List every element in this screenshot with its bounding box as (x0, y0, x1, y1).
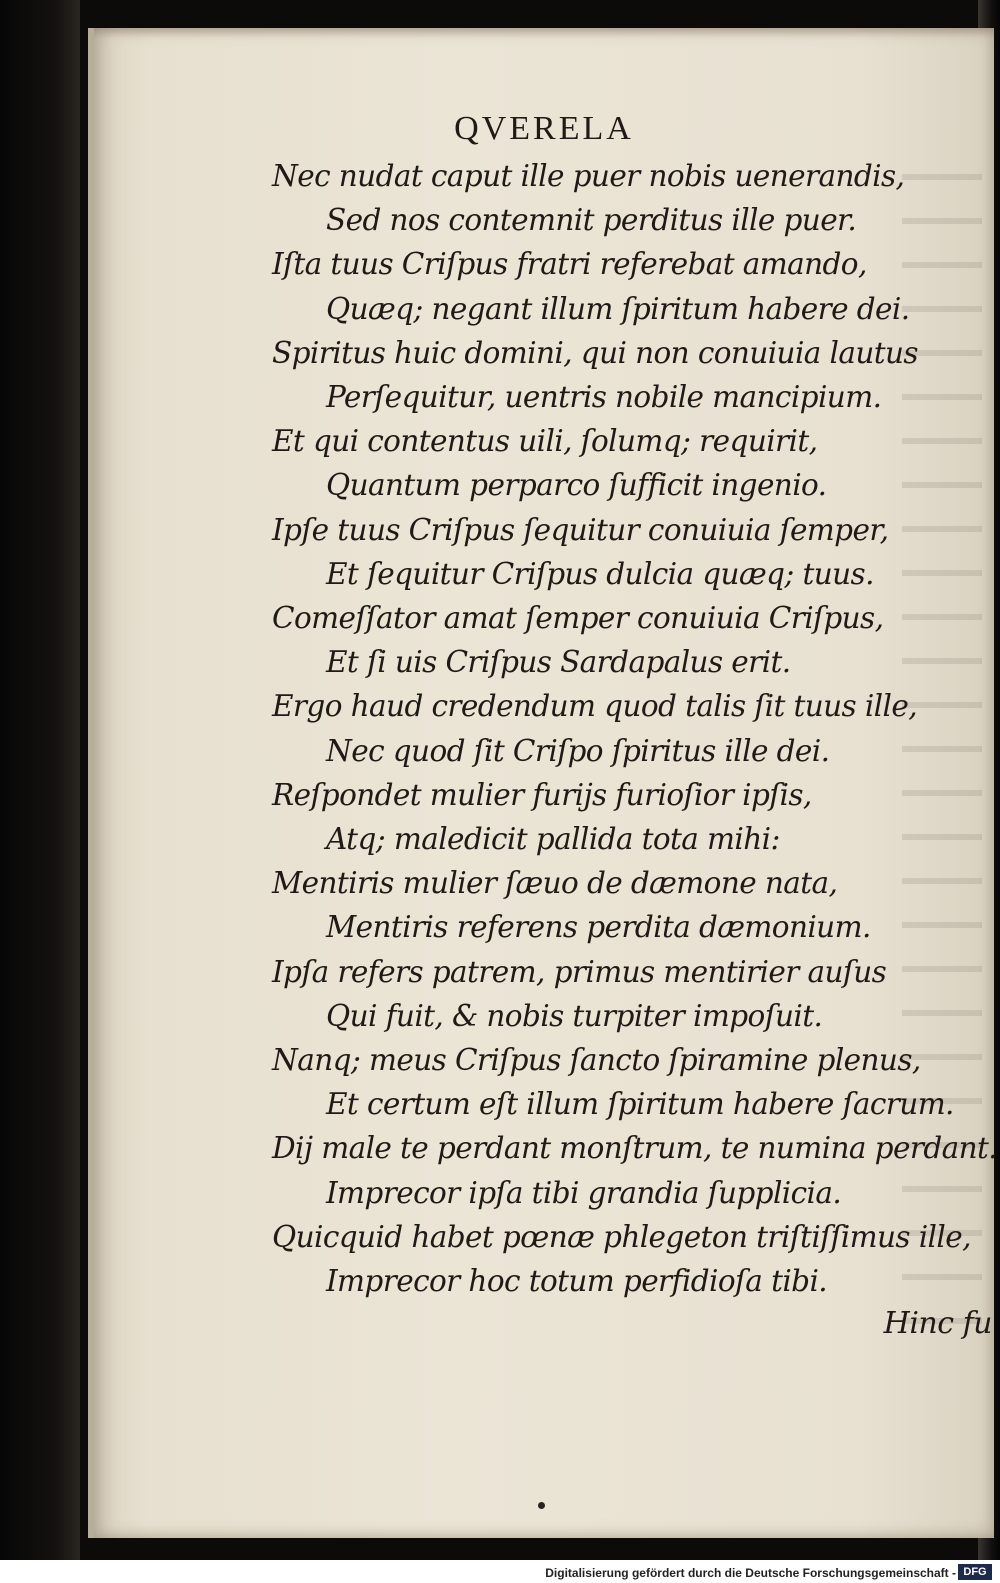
verse-line: Mentiris referens perdita dæmonium. (326, 910, 871, 945)
verse-line: Quantum perparco ſufficit ingenio. (326, 468, 827, 503)
verse-line: Nec nudat caput ille puer nobis uenerandis, (272, 159, 905, 193)
dfg-logo: DFG (958, 1564, 992, 1580)
scan-background-left (0, 0, 80, 1560)
verse-line: Imprecor ipſa tibi grandia ſupplicia. (326, 1175, 842, 1210)
verse-line: Perſequitur, uentris nobile mancipium. (326, 380, 882, 415)
verse-line: Spiritus huic domini, qui non conuiuia lautus (272, 335, 918, 370)
catchword: Hinc fu (883, 1306, 992, 1341)
funding-credit: Digitalisierung gefördert durch die Deutsche Forschungsgemeinschaft - (545, 1566, 956, 1580)
verse-line: Atq; maledicit pallida tota mihi: (326, 822, 780, 857)
verse-line: Nanq; meus Criſpus ſancto ſpiramine plenus, (272, 1043, 921, 1078)
ornament-dot (538, 1502, 545, 1509)
verse-line: Quæq; negant illum ſpiritum habere dei. (326, 291, 910, 326)
poem-text (272, 154, 998, 1303)
verse-line: Dij male te perdant monſtrum, te numina perdant. (272, 1131, 998, 1166)
verse-line: Ergo haud credendum quod talis ſit tuus ille, (272, 689, 917, 724)
verse-line: Mentiris mulier ſæuo de dæmone nata, (272, 866, 838, 901)
verse-line: Et ſi uis Criſpus Sardapalus erit. (326, 645, 791, 680)
verse-line: Nec quod ſit Criſpo ſpiritus ille dei. (326, 733, 830, 768)
verse-line: Qui fuit, & nobis turpiter impoſuit. (326, 998, 823, 1033)
page-edge (94, 28, 994, 38)
verse-line: Et qui contentus uili, ſolumq; requirit, (272, 424, 818, 459)
verse-line: Reſpondet mulier furijs furioſior ipſis, (272, 777, 812, 812)
verse-line: Ipſe tuus Criſpus ſequitur conuiuia ſemper, (272, 512, 889, 547)
verse-line: Et ſequitur Criſpus dulcia quæq; tuus. (326, 556, 874, 591)
verse-line: Quicquid habet pœnæ phlegeton triſtiſſimus ille, (272, 1219, 971, 1254)
verse-line: Ipſa refers patrem, primus mentirier auſus (272, 954, 887, 989)
verse-line: Sed nos contemnit perditus ille puer. (326, 203, 857, 238)
running-head: QVERELA (454, 110, 634, 147)
verse-line: Et certum eſt illum ſpiritum habere ſacrum. (326, 1087, 954, 1122)
footer-bar (0, 1560, 1000, 1583)
verse-line: Imprecor hoc totum perfidioſa tibi. (326, 1264, 828, 1299)
verse-line: Comeſſator amat ſemper conuiuia Criſpus, (272, 601, 884, 636)
verse-line: Iſta tuus Criſpus fratri referebat amando, (272, 247, 867, 282)
book-page (88, 28, 998, 1538)
